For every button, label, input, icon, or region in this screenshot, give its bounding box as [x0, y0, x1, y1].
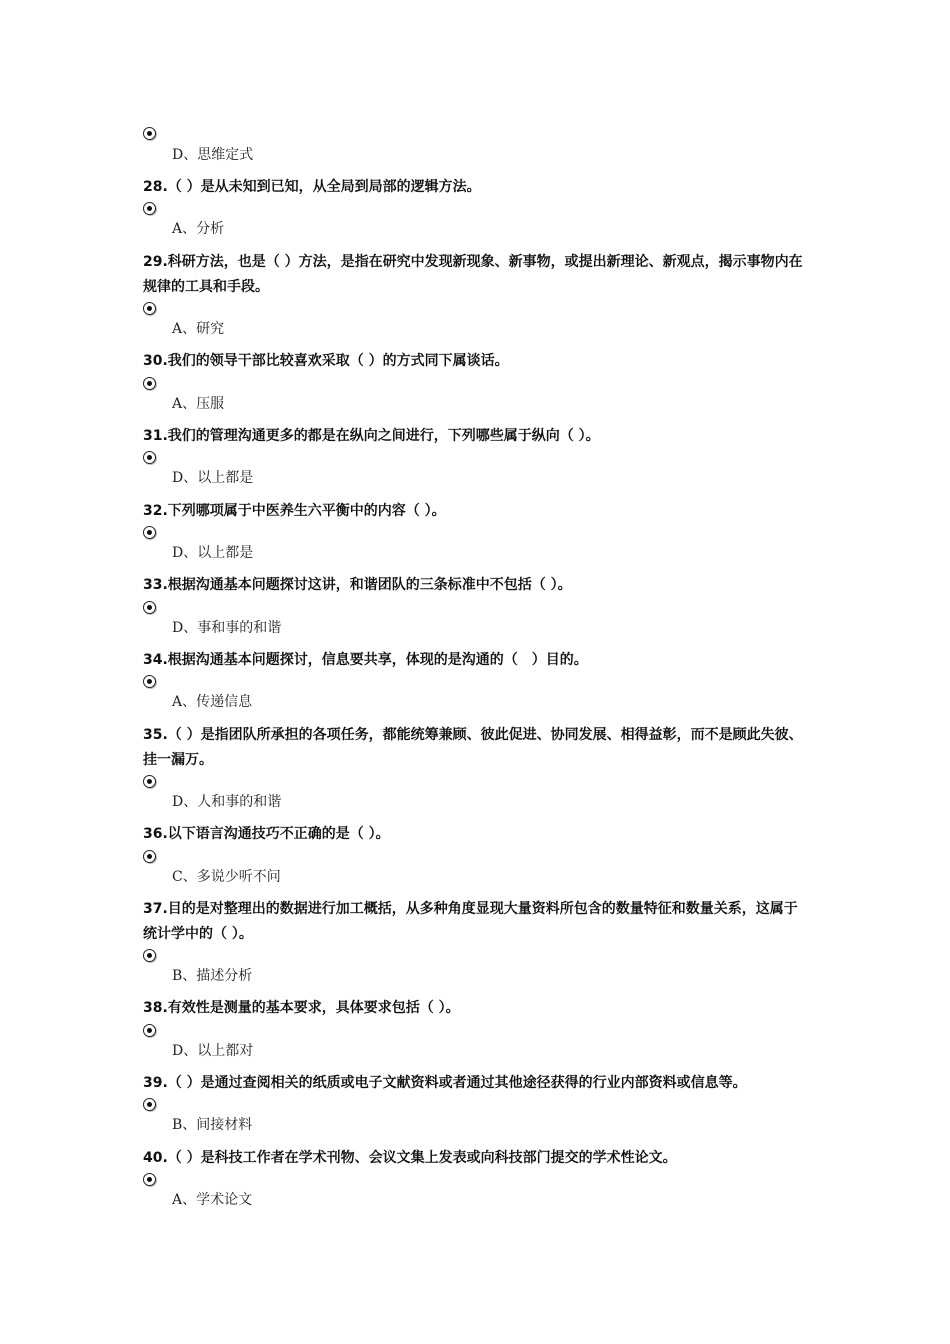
radio-selected-icon [143, 451, 156, 464]
question-text: 28.（ ）是从未知到已知，从全局到局部的逻辑方法。 [143, 179, 481, 195]
question-text: 37.目的是对整理出的数据进行加工概括，从多种角度显现大量资料所包含的数量特征和数量关系，这属于统计学中的（ ）。 [143, 901, 798, 942]
question-text: 31.我们的管理沟通更多的都是在纵向之间进行，下列哪些属于纵向（ ）。 [143, 428, 600, 444]
answer-text: A、压服 [172, 396, 225, 412]
question-text: 39.（ ）是通过查阅相关的纸质或电子文献资料或者通过其他途径获得的行业内部资料或信息等。 [143, 1075, 747, 1091]
question-text: 38.有效性是测量的基本要求，具体要求包括（ ）。 [143, 1000, 460, 1016]
question-text: 36.以下语言沟通技巧不正确的是（ ）。 [143, 826, 390, 842]
question-text: 35.（ ）是指团队所承担的各项任务，都能统筹兼顾、彼此促进、协同发展、相得益彰，而不是顾此失彼、挂一漏万。 [143, 727, 803, 768]
answer-radio[interactable] [143, 526, 159, 542]
answer-radio[interactable] [143, 850, 159, 866]
answer-text: A、研究 [172, 321, 225, 337]
radio-selected-icon [143, 1173, 156, 1186]
answer-radio[interactable] [143, 1098, 159, 1114]
answer-radio[interactable] [143, 949, 159, 965]
answer-text: D、思维定式 [172, 147, 254, 163]
answer-text: D、以上都是 [172, 470, 254, 486]
answer-text: B、描述分析 [172, 968, 253, 984]
question-text: 32.下列哪项属于中医养生六平衡中的内容（ ）。 [143, 503, 446, 519]
radio-selected-icon [143, 775, 156, 788]
answer-radio[interactable] [143, 1024, 159, 1040]
answer-radio[interactable] [143, 601, 159, 617]
answer-text: D、人和事的和谐 [172, 794, 282, 810]
question-text: 29.科研方法，也是（ ）方法，是指在研究中发现新现象、新事物，或提出新理论、新观点，揭示事物内在规律的工具和手段。 [143, 254, 803, 295]
radio-selected-icon [143, 302, 156, 315]
answer-radio[interactable] [143, 1173, 159, 1189]
radio-selected-icon [143, 675, 156, 688]
answer-text: D、事和事的和谐 [172, 620, 282, 636]
radio-selected-icon [143, 601, 156, 614]
radio-selected-icon [143, 850, 156, 863]
question-text: 34.根据沟通基本问题探讨，信息要共享，体现的是沟通的（ ）目的。 [143, 652, 588, 668]
question-text: 40.（ ）是科技工作者在学术刊物、会议文集上发表或向科技部门提交的学术性论文。 [143, 1150, 677, 1166]
answer-radio[interactable] [143, 302, 159, 318]
radio-selected-icon [143, 949, 156, 962]
answer-text: A、学术论文 [172, 1192, 253, 1208]
radio-selected-icon [143, 377, 156, 390]
question-text: 33.根据沟通基本问题探讨这讲，和谐团队的三条标准中不包括（ ）。 [143, 577, 572, 593]
answer-radio[interactable] [143, 675, 159, 691]
answer-radio[interactable] [143, 202, 159, 218]
answer-radio[interactable] [143, 377, 159, 393]
answer-radio[interactable] [143, 451, 159, 467]
radio-selected-icon [143, 1098, 156, 1111]
answer-text: D、以上都对 [172, 1043, 254, 1059]
answer-text: B、间接材料 [172, 1117, 253, 1133]
answer-text: A、传递信息 [172, 694, 253, 710]
radio-selected-icon [143, 526, 156, 539]
radio-selected-icon [143, 127, 156, 140]
radio-selected-icon [143, 1024, 156, 1037]
answer-radio[interactable] [143, 775, 159, 791]
question-text: 30.我们的领导干部比较喜欢采取（ ）的方式同下属谈话。 [143, 353, 509, 369]
answer-text: D、以上都是 [172, 545, 254, 561]
answer-text: A、分析 [172, 221, 225, 237]
radio-selected-icon [143, 202, 156, 215]
answer-text: C、多说少听不问 [172, 869, 281, 885]
answer-radio[interactable] [143, 127, 159, 143]
